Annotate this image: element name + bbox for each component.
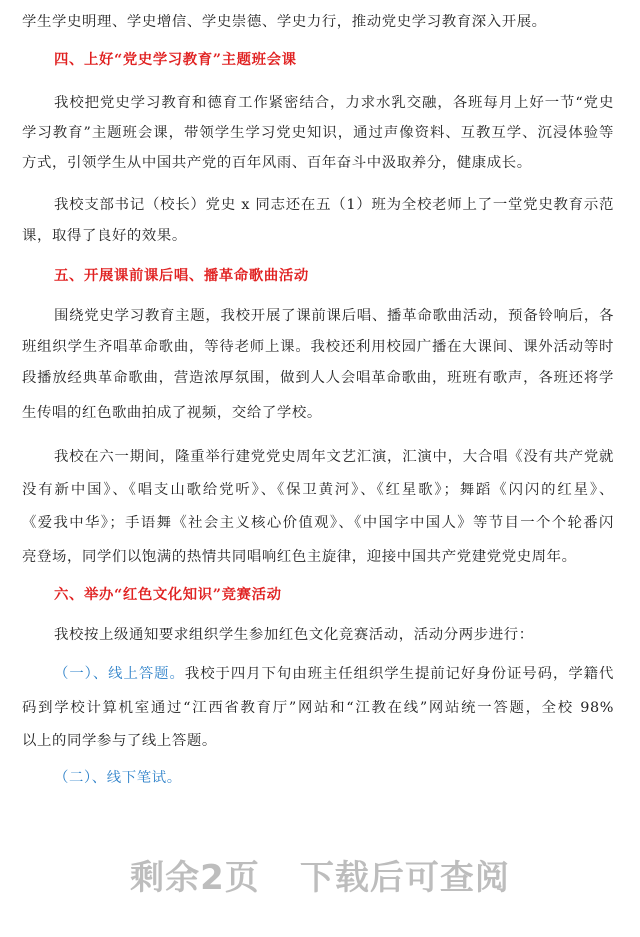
body-text-line: 亮登场，同学们以饱满的热情共同唱响红色主旋律，迎接中国共产党建党党史周年。 [22, 549, 577, 565]
body-text-line: 我校在六一期间，隆重举行建党党史周年文艺汇演，汇演中，大合唱《没有共产党就 [54, 449, 614, 465]
body-text-line: 方式，引领学生从中国共产党的百年风雨、百年奋斗中汲取养分，健康成长。 [22, 155, 532, 171]
remaining-pages-text: 剩余2页 [130, 858, 260, 898]
body-text-line: 我校支部书记（校长）党史 x 同志还在五（1）班为全校老师上了一堂党史教育示范 [54, 197, 614, 213]
body-text-line: 没有新中国》、《唱支山歌给党听》、《保卫黄河》、《红星歌》；舞蹈《闪闪的红星》、 [22, 482, 614, 498]
body-text-line: 围绕党史学习教育主题，我校开展了课前课后唱、播革命歌曲活动，预备铃响后，各 [54, 308, 614, 324]
section-heading-6: 六、举办“红色文化知识”竞赛活动 [54, 586, 282, 603]
body-text-line [54, 664, 614, 684]
download-to-view-text: 下载后可查阅 [299, 858, 510, 898]
body-text-line: 学生学史明理、学史增信、学史崇德、学史力行，推动党史学习教育深入开展。 [22, 14, 547, 30]
body-text-line: 我校按上级通知要求组织学生参加红色文化竞赛活动，活动分两步进行： [54, 627, 534, 643]
body-text-line: 生传唱的红色歌曲拍成了视频，交给了学校。 [22, 405, 322, 421]
subsection-heading-online-quiz: （一）、线上答题。 [54, 666, 185, 682]
section-heading-5: 五、开展课前课后唱、播革命歌曲活动 [54, 267, 309, 284]
body-text-line: 班组织学生齐唱革命歌曲，等待老师上课。我校还利用校园广播在大课间、课外活动等时 [22, 339, 614, 355]
body-text-line: 以上的同学参与了线上答题。 [22, 733, 217, 749]
body-text-line: 课，取得了良好的效果。 [22, 228, 187, 244]
body-text-line: 码到学校计算机室通过“江西省教育厅”网站和“江教在线”网站统一答题，全校 98% [22, 700, 614, 716]
body-text-line: 学习教育”主题班会课，带领学生学习党史知识，通过声像资料、互教互学、沉浸体验等 [22, 125, 614, 141]
remaining-pages-banner [0, 850, 640, 899]
body-text-line: 我校把党史学习教育和德育工作紧密结合，力求水乳交融，各班每月上好一节“党史 [54, 95, 614, 111]
section-heading-4: 四、上好“党史学习教育”主题班会课 [54, 51, 297, 68]
body-text-line: 《爱我中华》；手语舞《社会主义核心价值观》、《中国字中国人》等节目一个个轮番闪 [22, 515, 614, 531]
body-text-line: 段播放经典革命歌曲，营造浓厚氛围，做到人人会唱革命歌曲，班班有歌声，各班还将学 [22, 370, 614, 386]
subsection-heading-written-exam: （二）、线下笔试。 [54, 770, 182, 786]
body-text-span: 我校于四月下旬由班主任组织学生提前记好身份证号码，学籍代 [184, 666, 614, 682]
